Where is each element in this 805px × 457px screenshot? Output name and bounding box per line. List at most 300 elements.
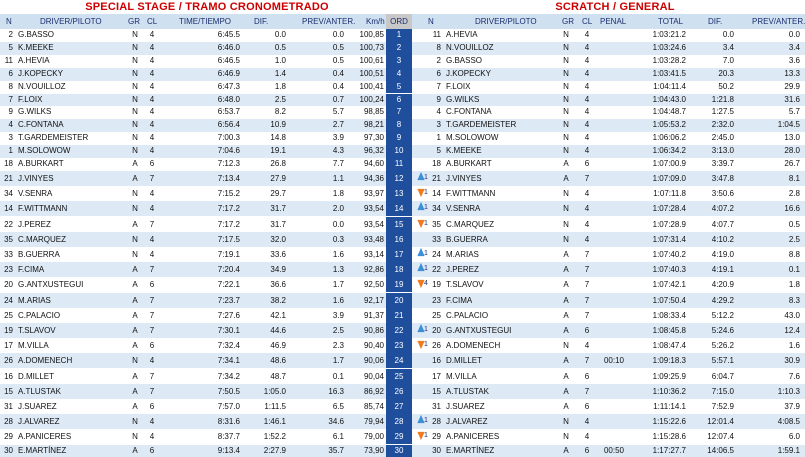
scratch-driver: T.SLAVOV [446, 277, 556, 292]
scratch-driver: F.WITTMANN [446, 186, 556, 201]
order-number: 24 [386, 353, 412, 368]
position-change: 4 [424, 280, 428, 287]
stage-class: 7 [146, 369, 158, 384]
scratch-dif: 4:19.0 [690, 247, 734, 262]
scratch-dif: 20.3 [690, 68, 734, 81]
stage-car-number: 26 [0, 353, 13, 368]
stage-dif: 1.0 [244, 55, 286, 68]
scratch-class: 7 [581, 353, 593, 368]
stage-group: A [129, 338, 141, 353]
scratch-driver: J.SUAREZ [446, 399, 556, 414]
stage-dif: 1:11.5 [244, 399, 286, 414]
stage-class: 7 [146, 308, 158, 323]
stage-kmh: 92,50 [346, 277, 384, 292]
scratch-class: 4 [581, 217, 593, 232]
stage-dif: 31.7 [244, 217, 286, 232]
stage-dif: 33.6 [244, 247, 286, 262]
scratch-dif: 1:21.8 [690, 94, 734, 107]
scratch-prev: 1:04.5 [748, 119, 800, 132]
stage-driver: G.WILKS [18, 106, 126, 119]
table-row [0, 247, 805, 262]
scratch-dif: 7:52.9 [690, 399, 734, 414]
col-cl: CL [147, 14, 157, 29]
scratch-total: 1:15:28.6 [636, 429, 686, 444]
order-number: 9 [386, 132, 412, 145]
position-change: 1 [424, 417, 428, 424]
stage-car-number: 18 [0, 158, 13, 171]
scratch-dif: 4:10.2 [690, 232, 734, 247]
scratch-dif: 7:15.0 [690, 384, 734, 399]
position-change: 1 [424, 341, 428, 348]
stage-car-number: 6 [0, 68, 13, 81]
stage-driver: M.VILLA [18, 338, 126, 353]
scratch-dif: 4:07.2 [690, 201, 734, 216]
scratch-class: 4 [581, 145, 593, 158]
stage-class: 7 [146, 217, 158, 232]
scratch-total: 1:09:18.3 [636, 353, 686, 368]
order-number: 3 [386, 55, 412, 68]
stage-prev: 2.5 [300, 323, 344, 338]
stage-kmh: 79,94 [346, 414, 384, 429]
stage-driver: A.DOMENECH [18, 353, 126, 368]
order-number: 15 [386, 217, 412, 232]
stage-title: SPECIAL STAGE / TRAMO CRONOMETRADO [42, 1, 372, 13]
scratch-group: A [560, 369, 572, 384]
stage-time: 7:34.2 [190, 369, 240, 384]
position-change: 1 [424, 265, 428, 272]
scratch-car-number: 5 [428, 145, 441, 158]
scratch-driver: M.VILLA [446, 369, 556, 384]
scratch-prev: 0.1 [748, 262, 800, 277]
stage-class: 4 [146, 119, 158, 132]
scratch-dif: 5:12.2 [690, 308, 734, 323]
scratch-driver: C.MARQUEZ [446, 217, 556, 232]
stage-prev: 16.3 [300, 384, 344, 399]
scratch-group: A [560, 308, 572, 323]
scratch-class: 4 [581, 119, 593, 132]
scratch-prev: 1.8 [748, 277, 800, 292]
stage-driver: G.ANTXUSTEGUI [18, 277, 126, 292]
stage-time: 7:20.4 [190, 262, 240, 277]
stage-group: N [129, 145, 141, 158]
stage-class: 6 [146, 338, 158, 353]
scratch-dif: 0.0 [690, 29, 734, 42]
scratch-total: 1:09:25.9 [636, 369, 686, 384]
position-change: 1 [424, 326, 428, 333]
stage-prev: 1.7 [300, 277, 344, 292]
scratch-prev: 31.6 [748, 94, 800, 107]
scratch-driver: A.TLUSTAK [446, 384, 556, 399]
stage-dif: 26.8 [244, 158, 286, 171]
order-number: 17 [386, 247, 412, 262]
stage-time: 7:34.1 [190, 353, 240, 368]
scratch-driver: N.VOUILLOZ [446, 42, 556, 55]
stage-driver: M.ARIAS [18, 293, 126, 308]
stage-group: A [129, 171, 141, 186]
scratch-total: 1:07:28.9 [636, 217, 686, 232]
stage-prev: 0.4 [300, 81, 344, 94]
table-row [0, 81, 805, 94]
stage-kmh: 93,48 [346, 232, 384, 247]
stage-kmh: 93,97 [346, 186, 384, 201]
scratch-group: A [560, 384, 572, 399]
scratch-car-number: 15 [428, 384, 441, 399]
stage-dif: 31.7 [244, 201, 286, 216]
scratch-group: A [560, 445, 572, 457]
col-cl: CL [582, 14, 592, 29]
scratch-prev: 16.6 [748, 201, 800, 216]
stage-dif: 32.0 [244, 232, 286, 247]
stage-car-number: 11 [0, 55, 13, 68]
stage-group: N [129, 94, 141, 107]
stage-prev: 0.7 [300, 94, 344, 107]
stage-header [0, 14, 412, 29]
stage-kmh: 96,32 [346, 145, 384, 158]
col-ord: ORD [386, 14, 412, 29]
scratch-total: 1:07:28.4 [636, 201, 686, 216]
scratch-car-number: 6 [428, 68, 441, 81]
stage-prev: 5.7 [300, 106, 344, 119]
scratch-prev: 12.4 [748, 323, 800, 338]
stage-kmh: 93,14 [346, 247, 384, 262]
scratch-class: 7 [581, 277, 593, 292]
stage-class: 4 [146, 81, 158, 94]
stage-class: 6 [146, 158, 158, 171]
stage-car-number: 17 [0, 338, 13, 353]
stage-prev: 2.7 [300, 119, 344, 132]
scratch-car-number: 22 [428, 262, 441, 277]
stage-group: N [129, 42, 141, 55]
stage-dif: 27.9 [244, 171, 286, 186]
stage-kmh: 90,04 [346, 369, 384, 384]
order-number: 25 [386, 369, 412, 384]
stage-group: N [129, 429, 141, 444]
stage-dif: 2:27.9 [244, 445, 286, 457]
stage-class: 4 [146, 68, 158, 81]
stage-group: A [129, 369, 141, 384]
scratch-car-number: 2 [428, 55, 441, 68]
scratch-class: 4 [581, 132, 593, 145]
stage-group: N [129, 201, 141, 216]
scratch-group: N [560, 94, 572, 107]
order-number: 21 [386, 308, 412, 323]
stage-driver: F.WITTMANN [18, 201, 126, 216]
scratch-class: 4 [581, 414, 593, 429]
stage-prev: 1.8 [300, 186, 344, 201]
scratch-dif: 1:27.5 [690, 106, 734, 119]
stage-car-number: 35 [0, 232, 13, 247]
col-n: N [6, 14, 12, 29]
scratch-car-number: 17 [428, 369, 441, 384]
scratch-group: A [560, 277, 572, 292]
scratch-class: 4 [581, 429, 593, 444]
scratch-class: 4 [581, 68, 593, 81]
stage-prev: 34.6 [300, 414, 344, 429]
order-number: 19 [386, 277, 412, 292]
stage-car-number: 8 [0, 81, 13, 94]
table-row [0, 132, 805, 145]
stage-class: 7 [146, 384, 158, 399]
scratch-title: SCRATCH / GENERAL [425, 1, 805, 13]
table-row [0, 145, 805, 158]
scratch-class: 7 [581, 247, 593, 262]
stage-driver: C.FONTANA [18, 119, 126, 132]
scratch-driver: B.GUERRA [446, 232, 556, 247]
stage-group: N [129, 81, 141, 94]
scratch-driver: A.BURKART [446, 158, 556, 171]
scratch-class: 4 [581, 42, 593, 55]
scratch-dif: 3:13.0 [690, 145, 734, 158]
stage-kmh: 93,54 [346, 201, 384, 216]
scratch-car-number: 8 [428, 42, 441, 55]
order-number: 8 [386, 119, 412, 132]
stage-class: 4 [146, 353, 158, 368]
stage-prev: 0.5 [300, 55, 344, 68]
stage-class: 6 [146, 399, 158, 414]
stage-dif: 1:05.0 [244, 384, 286, 399]
stage-group: N [129, 186, 141, 201]
scratch-prev: 1:10.3 [748, 384, 800, 399]
stage-class: 4 [146, 106, 158, 119]
order-number: 10 [386, 145, 412, 158]
scratch-class: 7 [581, 293, 593, 308]
stage-kmh: 90,06 [346, 353, 384, 368]
stage-class: 6 [146, 445, 158, 457]
stage-kmh: 86,92 [346, 384, 384, 399]
stage-dif: 8.2 [244, 106, 286, 119]
stage-time: 7:12.3 [190, 158, 240, 171]
scratch-dif: 5:24.6 [690, 323, 734, 338]
stage-driver: C.PALACIO [18, 308, 126, 323]
scratch-driver: D.MILLET [446, 353, 556, 368]
stage-time: 6:53.7 [190, 106, 240, 119]
stage-time: 6:46.0 [190, 42, 240, 55]
scratch-prev: 13.0 [748, 132, 800, 145]
scratch-driver: G.BASSO [446, 55, 556, 68]
order-number: 1 [386, 29, 412, 42]
order-number: 23 [386, 338, 412, 353]
scratch-car-number: 4 [428, 106, 441, 119]
scratch-dif: 50.2 [690, 81, 734, 94]
scratch-dif: 2:32.0 [690, 119, 734, 132]
col-gr: GR [562, 14, 574, 29]
scratch-car-number: 35 [428, 217, 441, 232]
scratch-prev: 7.6 [748, 369, 800, 384]
scratch-dif: 3:39.7 [690, 158, 734, 171]
order-number: 6 [386, 94, 412, 107]
order-number: 30 [386, 445, 412, 457]
stage-prev: 6.5 [300, 399, 344, 414]
scratch-prev: 26.7 [748, 158, 800, 171]
col-dif: DIF. [254, 14, 268, 29]
table-row [0, 186, 805, 201]
order-number: 7 [386, 106, 412, 119]
scratch-driver: J.KOPECKY [446, 68, 556, 81]
scratch-total: 1:07:42.1 [636, 277, 686, 292]
scratch-dif: 14:06.5 [690, 445, 734, 457]
scratch-class: 6 [581, 158, 593, 171]
stage-time: 7:27.6 [190, 308, 240, 323]
scratch-total: 1:11:14.1 [636, 399, 686, 414]
stage-driver: A.PANICERES [18, 429, 126, 444]
scratch-group: N [560, 68, 572, 81]
scratch-class: 6 [581, 399, 593, 414]
stage-dif: 36.6 [244, 277, 286, 292]
scratch-driver: F.LOIX [446, 81, 556, 94]
stage-car-number: 4 [0, 119, 13, 132]
stage-time: 6:46.9 [190, 68, 240, 81]
stage-time: 9:13.4 [190, 445, 240, 457]
stage-car-number: 9 [0, 106, 13, 119]
scratch-group: N [560, 132, 572, 145]
table-row [0, 201, 805, 216]
stage-time: 7:17.5 [190, 232, 240, 247]
order-number: 29 [386, 429, 412, 444]
stage-driver: D.MILLET [18, 369, 126, 384]
table-row [0, 158, 805, 171]
table-row [0, 323, 805, 338]
col-driver: DRIVER/PILOTO [475, 14, 537, 29]
scratch-total: 1:03:41.5 [636, 68, 686, 81]
scratch-car-number: 28 [428, 414, 441, 429]
stage-kmh: 100,41 [346, 81, 384, 94]
scratch-car-number: 20 [428, 323, 441, 338]
scratch-prev: 30.9 [748, 353, 800, 368]
scratch-car-number: 3 [428, 119, 441, 132]
stage-group: A [129, 158, 141, 171]
scratch-total: 1:08:45.8 [636, 323, 686, 338]
stage-dif: 1:52.2 [244, 429, 286, 444]
stage-kmh: 92,17 [346, 293, 384, 308]
stage-driver: A.HEVIA [18, 55, 126, 68]
stage-class: 4 [146, 94, 158, 107]
stage-dif: 38.2 [244, 293, 286, 308]
scratch-group: A [560, 353, 572, 368]
table-row [0, 232, 805, 247]
scratch-dif: 12:07.4 [690, 429, 734, 444]
table-row [0, 369, 805, 384]
position-change: 1 [424, 189, 428, 196]
stage-prev: 1.6 [300, 293, 344, 308]
scratch-group: N [560, 119, 572, 132]
stage-class: 7 [146, 323, 158, 338]
scratch-total: 1:04:11.4 [636, 81, 686, 94]
stage-car-number: 3 [0, 132, 13, 145]
table-row [0, 445, 805, 457]
scratch-group: N [560, 414, 572, 429]
scratch-total: 1:07:11.8 [636, 186, 686, 201]
stage-prev: 0.5 [300, 42, 344, 55]
scratch-total: 1:07:40.2 [636, 247, 686, 262]
stage-prev: 0.0 [300, 29, 344, 42]
stage-car-number: 34 [0, 186, 13, 201]
stage-class: 4 [146, 429, 158, 444]
table-row [0, 42, 805, 55]
stage-time: 7:17.2 [190, 201, 240, 216]
scratch-driver: A.HEVIA [446, 29, 556, 42]
scratch-group: N [560, 338, 572, 353]
position-change: 1 [424, 204, 428, 211]
stage-driver: N.VOUILLOZ [18, 81, 126, 94]
scratch-car-number: 29 [428, 429, 441, 444]
stage-class: 4 [146, 29, 158, 42]
stage-group: N [129, 106, 141, 119]
scratch-group: A [560, 293, 572, 308]
scratch-prev: 37.9 [748, 399, 800, 414]
position-change: 1 [424, 432, 428, 439]
scratch-total: 1:07:09.0 [636, 171, 686, 186]
scratch-prev: 8.1 [748, 171, 800, 186]
stage-driver: T.GARDEMEISTER [18, 132, 126, 145]
order-number: 18 [386, 262, 412, 277]
table-row [0, 29, 805, 42]
scratch-car-number: 34 [428, 201, 441, 216]
stage-group: N [129, 232, 141, 247]
stage-car-number: 21 [0, 171, 13, 186]
scratch-group: N [560, 106, 572, 119]
stage-time: 8:31.6 [190, 414, 240, 429]
scratch-prev: 8.3 [748, 293, 800, 308]
stage-class: 4 [146, 247, 158, 262]
stage-dif: 19.1 [244, 145, 286, 158]
stage-group: A [129, 445, 141, 457]
stage-class: 4 [146, 201, 158, 216]
scratch-group: A [560, 158, 572, 171]
table-row [0, 399, 805, 414]
scratch-group: N [560, 29, 572, 42]
column-header-row [0, 14, 805, 29]
title-bar [0, 0, 805, 14]
stage-class: 6 [146, 277, 158, 292]
scratch-dif: 3.4 [690, 42, 734, 55]
stage-kmh: 97,30 [346, 132, 384, 145]
stage-kmh: 93,54 [346, 217, 384, 232]
stage-time: 7:17.2 [190, 217, 240, 232]
stage-kmh: 100,51 [346, 68, 384, 81]
stage-driver: V.SENRA [18, 186, 126, 201]
stage-kmh: 100,61 [346, 55, 384, 68]
scratch-total: 1:04:43.0 [636, 94, 686, 107]
scratch-class: 6 [581, 323, 593, 338]
scratch-total: 1:03:28.2 [636, 55, 686, 68]
scratch-total: 1:04:48.7 [636, 106, 686, 119]
col-prev: PREV/ANTER. [302, 14, 355, 29]
stage-dif: 0.0 [244, 29, 286, 42]
stage-time: 7:19.1 [190, 247, 240, 262]
stage-prev: 0.4 [300, 68, 344, 81]
scratch-dif: 5:57.1 [690, 353, 734, 368]
stage-time: 7:30.1 [190, 323, 240, 338]
scratch-dif: 4:20.9 [690, 277, 734, 292]
stage-car-number: 33 [0, 247, 13, 262]
stage-dif: 29.7 [244, 186, 286, 201]
col-driver: DRIVER/PILOTO [40, 14, 102, 29]
scratch-driver: C.FONTANA [446, 106, 556, 119]
position-change: 1 [424, 220, 428, 227]
stage-group: A [129, 399, 141, 414]
scratch-driver: M.ARIAS [446, 247, 556, 262]
scratch-total: 1:07:40.3 [636, 262, 686, 277]
scratch-dif: 6:04.7 [690, 369, 734, 384]
scratch-class: 6 [581, 445, 593, 457]
scratch-car-number: 18 [428, 158, 441, 171]
scratch-class: 4 [581, 338, 593, 353]
scratch-class: 4 [581, 232, 593, 247]
scratch-prev: 2.8 [748, 186, 800, 201]
stage-driver: A.TLUSTAK [18, 384, 126, 399]
scratch-total: 1:15:22.6 [636, 414, 686, 429]
col-total: TOTAL [658, 14, 683, 29]
